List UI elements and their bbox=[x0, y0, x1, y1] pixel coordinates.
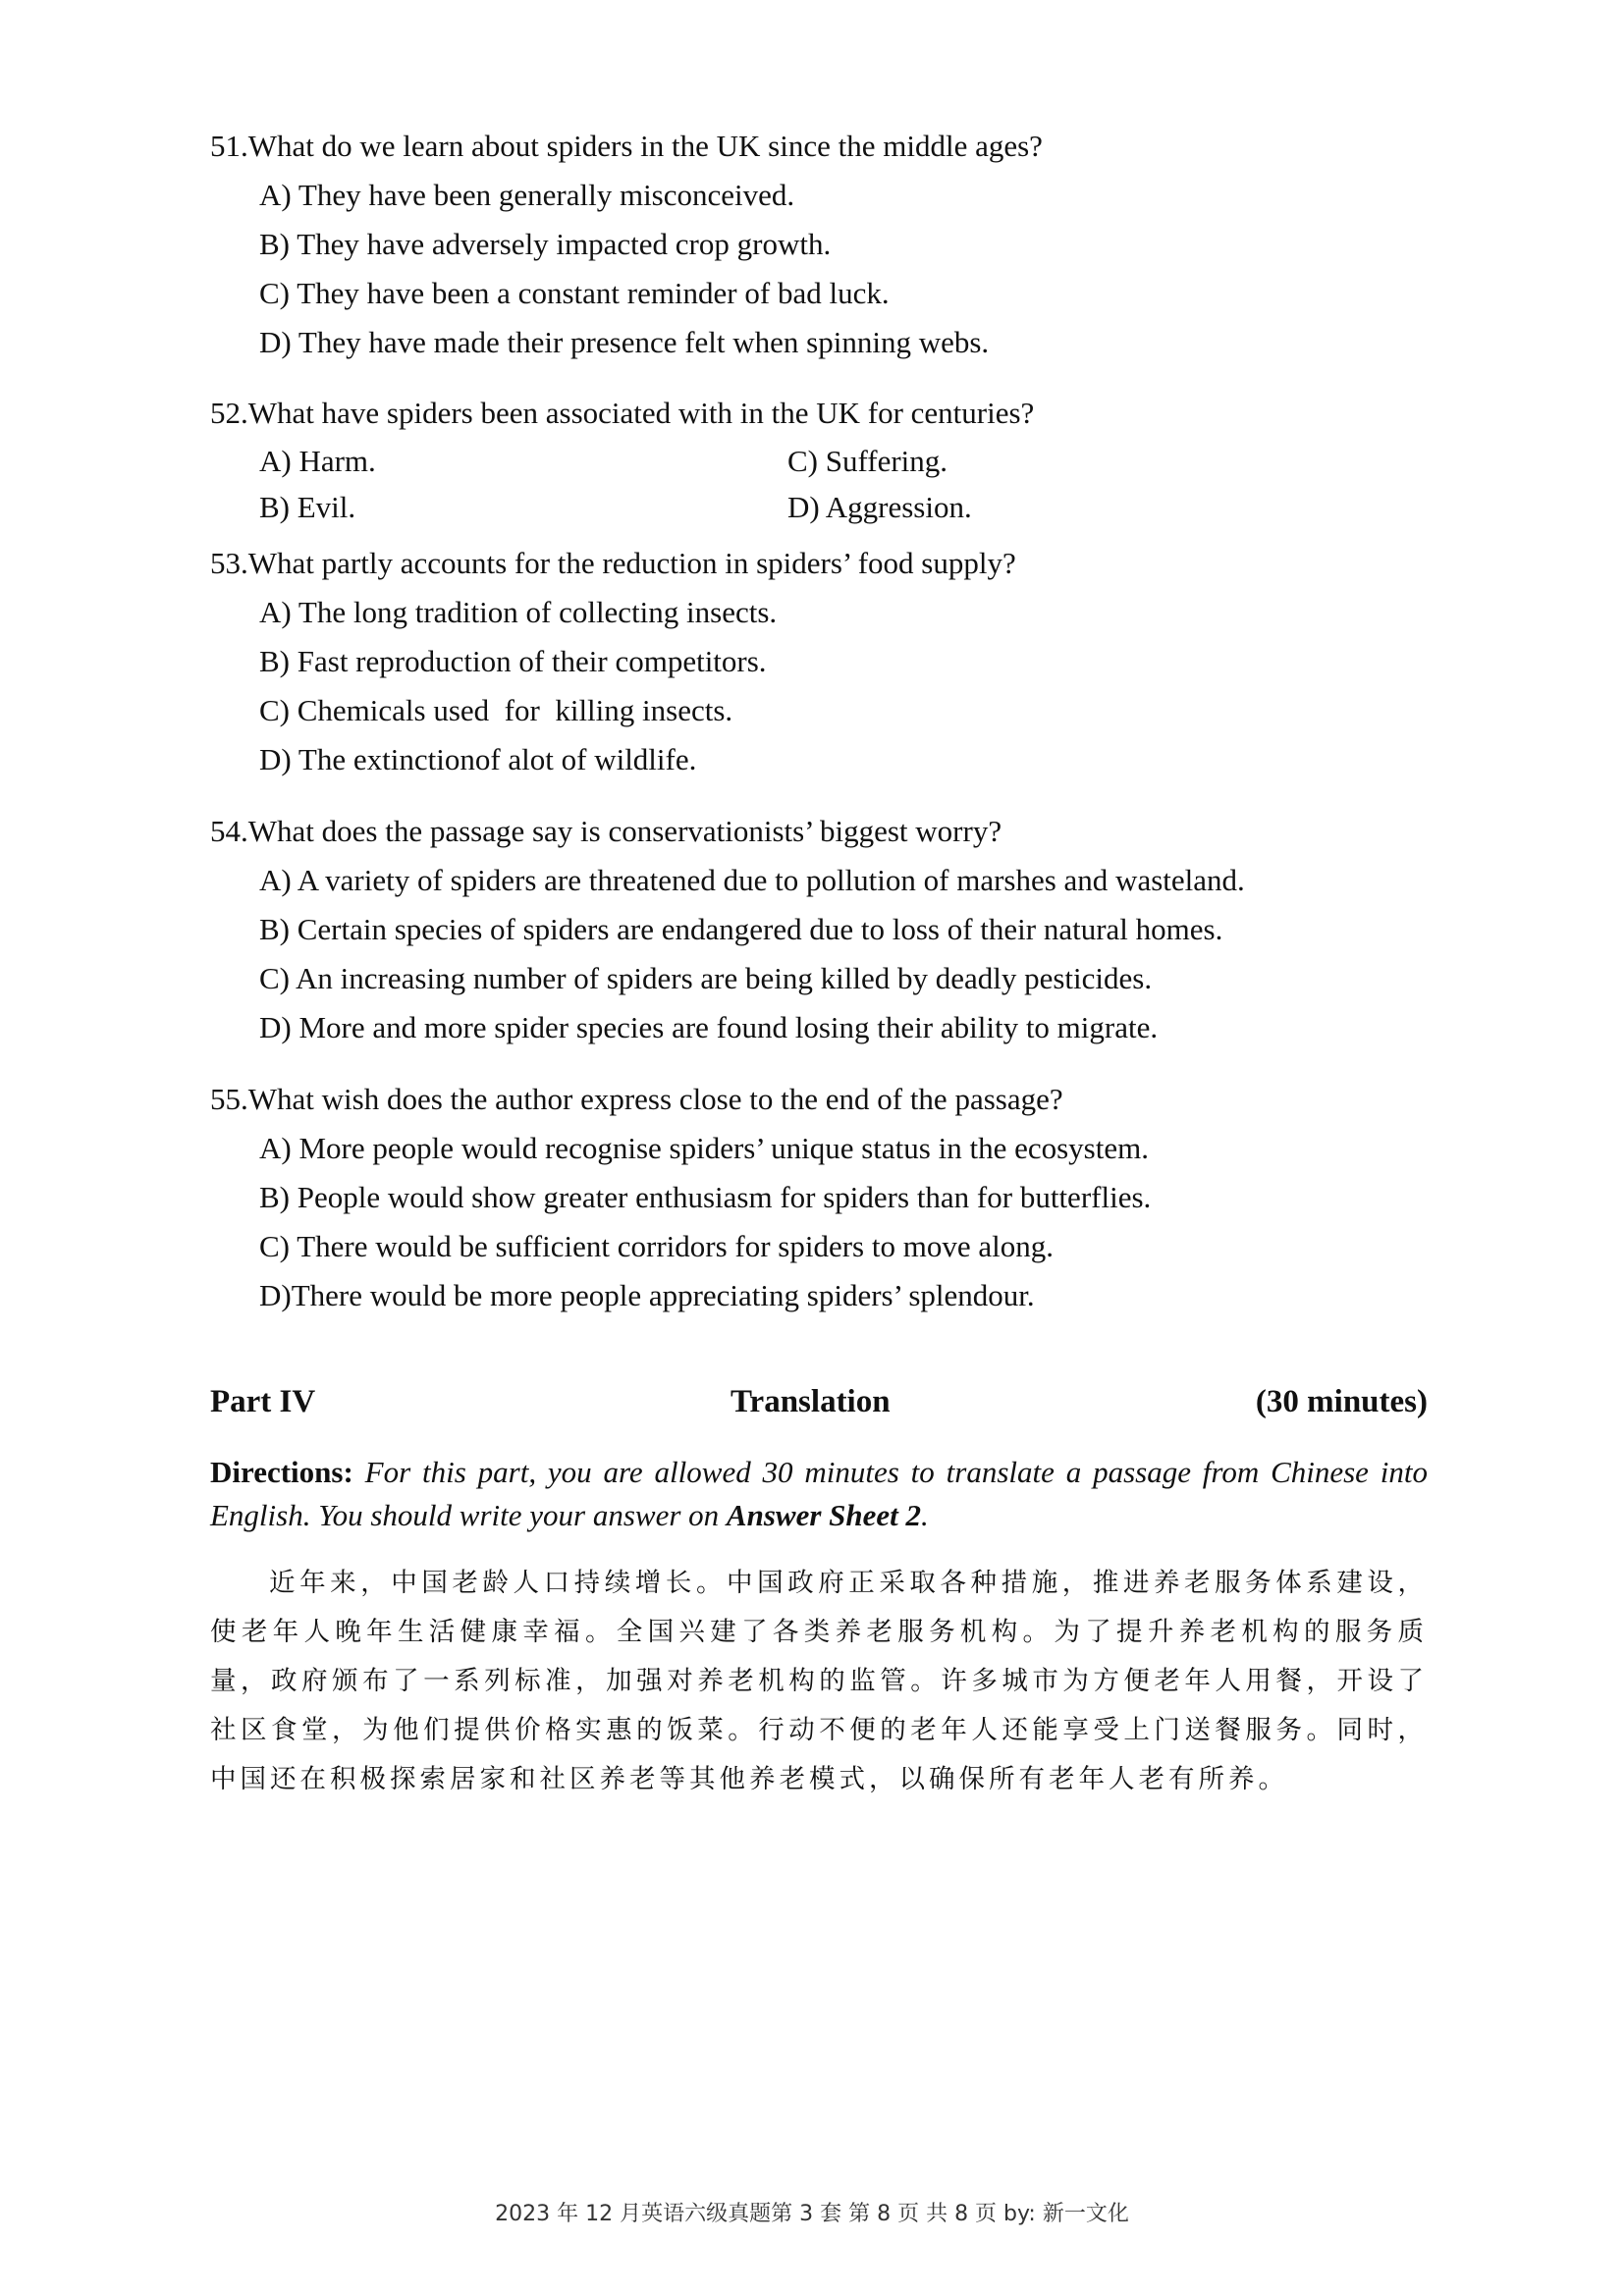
option-b: B) People would show greater enthusiasm for spiders than for butterflies. bbox=[259, 1180, 1152, 1214]
directions-end: . bbox=[921, 1498, 929, 1532]
option-a: A) A variety of spiders are threatened due to pollution of marshes and wasteland. bbox=[259, 863, 1245, 897]
option-d: D)There would be more people appreciating spiders’ splendour. bbox=[259, 1278, 1035, 1312]
option-grid bbox=[210, 438, 1437, 530]
question-stem: 52.What have spiders been associated with in the UK for centuries? bbox=[210, 396, 1035, 430]
option-c: C) Chemicals used for killing insects. bbox=[259, 693, 733, 727]
option-d: D) Aggression. bbox=[787, 490, 972, 524]
question-53 bbox=[210, 539, 1437, 784]
question-55 bbox=[210, 1075, 1437, 1320]
option-b: B) Fast reproduction of their competitors. bbox=[259, 644, 767, 678]
question-54 bbox=[210, 807, 1437, 1052]
option-d: D) They have made their presence felt when spinning webs. bbox=[259, 325, 990, 359]
option-c: C) Suffering. bbox=[787, 444, 948, 478]
question-stem: 55.What wish does the author express close to the end of the passage? bbox=[210, 1082, 1063, 1116]
question-51 bbox=[210, 122, 1437, 367]
translation-passage: 近年来，中国老龄人口持续增长。中国政府正采取各种措施，推进养老服务体系建设，使老年人晚年生活健康幸福。全国兴建了各类养老服务机构。为了提升养老机构的服务质量，政府颁布了一系列标准，加强对养老机构的监管。许多城市为方便老年人用餐，开设了社区食堂，为他们提供价格实惠的饭菜。行动不便的老年人还能享受上门送餐服务。同时，中国还在积极探索居家和社区养老等其他养老模式，以确保所有老年人老有所养。 bbox=[210, 1568, 1428, 1794]
option-a: A) The long tradition of collecting insects. bbox=[259, 595, 778, 629]
question-stem: 51.What do we learn about spiders in the UK since the middle ages? bbox=[210, 129, 1043, 163]
directions bbox=[210, 1451, 1428, 1537]
option-b: B) Evil. bbox=[259, 490, 356, 524]
option-b: B) They have adversely impacted crop growth. bbox=[259, 227, 832, 261]
answer-sheet-ref: Answer Sheet 2 bbox=[726, 1498, 922, 1532]
part-header bbox=[210, 1384, 1428, 1433]
directions-text: For this part, you are allowed 30 minutes to translate a passage from Chinese into English. You should write your answer on bbox=[210, 1455, 1429, 1532]
option-a: A) They have been generally misconceived. bbox=[259, 178, 795, 212]
question-stem: 54.What does the passage say is conservationists’ biggest worry? bbox=[210, 814, 1002, 848]
directions-label: Directions: bbox=[210, 1455, 353, 1489]
option-a: A) Harm. bbox=[259, 444, 376, 478]
part-time: (30 minutes) bbox=[1255, 1384, 1428, 1419]
option-c: C) An increasing number of spiders are being killed by deadly pesticides. bbox=[259, 961, 1153, 995]
option-d: D) More and more spider species are found losing their ability to migrate. bbox=[259, 1010, 1159, 1044]
option-b: B) Certain species of spiders are endangered due to loss of their natural homes. bbox=[259, 912, 1223, 946]
page-footer: 2023 年 12 月英语六级真题第 3 套 第 8 页 共 8 页 by: 新一文化 bbox=[495, 2202, 1129, 2226]
question-52 bbox=[210, 389, 1437, 530]
option-c: C) There would be sufficient corridors for spiders to move along. bbox=[259, 1229, 1054, 1263]
option-c: C) They have been a constant reminder of bad luck. bbox=[259, 276, 890, 310]
option-d: D) The extinctionof alot of wildlife. bbox=[259, 742, 697, 776]
part-label: Part IV bbox=[210, 1384, 316, 1419]
question-stem: 53.What partly accounts for the reduction in spiders’ food supply? bbox=[210, 546, 1016, 580]
part-title: Translation bbox=[731, 1384, 891, 1419]
option-a: A) More people would recognise spiders’ unique status in the ecosystem. bbox=[259, 1131, 1149, 1165]
